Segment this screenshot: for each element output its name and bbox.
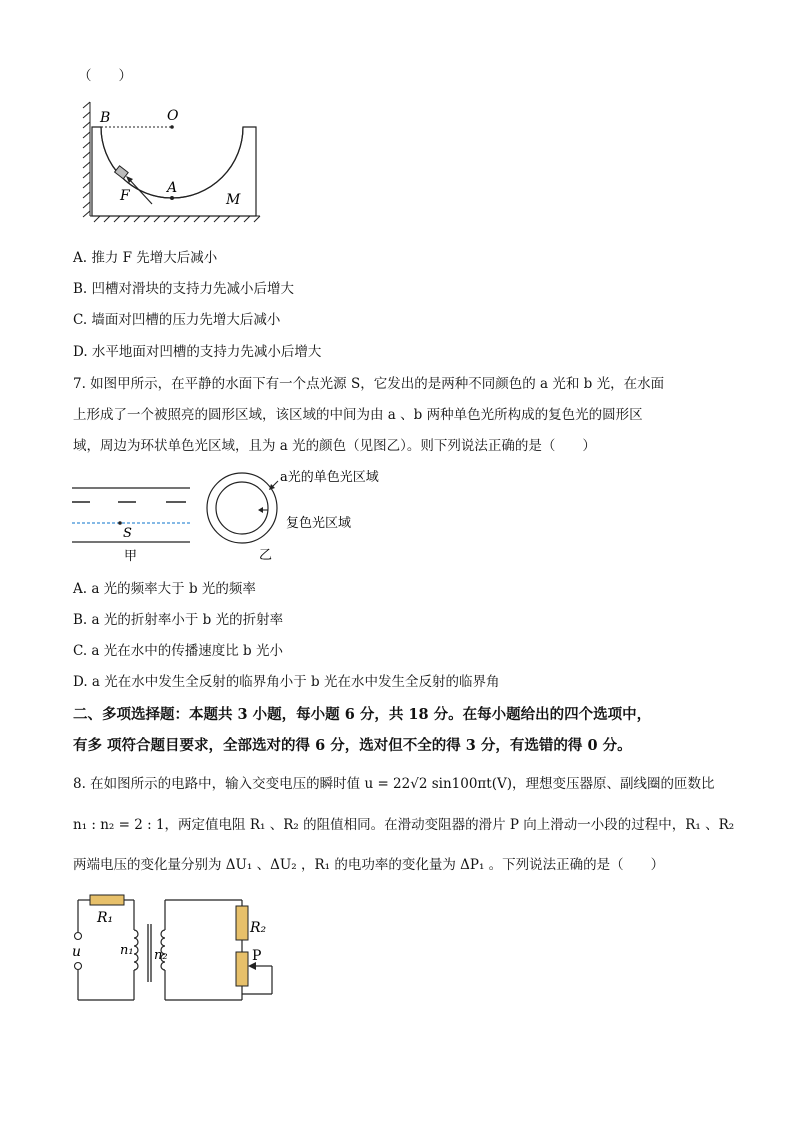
label-jia: 甲 (124, 549, 138, 564)
light-source-s (118, 521, 122, 525)
label-b: B (100, 110, 111, 126)
q7-stem-line-3: 域，周边为环状单色光区域，且为 a 光的颜色（见图乙）。则下列说法正确的是（ ） (73, 438, 596, 454)
primary-coil (134, 930, 138, 970)
q6-option-d: D. 水平地面对凹槽的支持力先减小后增大 (73, 344, 322, 360)
point-a (170, 196, 174, 200)
q7-stem-line-1: 7. 如图甲所示，在平静的水面下有一个点光源 S，它发出的是两种不同颜色的 a 光和 b 光，在水面 (73, 376, 665, 392)
section2-heading-line-2: 有多 项符合题目要求，全部选对的得 6 分，选对但不全的得 3 分，有选错的得 0 分。 (73, 737, 632, 754)
resistor-r2 (236, 906, 248, 940)
slider-block (115, 166, 129, 179)
label-yi: 乙 (259, 548, 273, 563)
q8-circuit-figure (70, 890, 310, 1005)
label-u: u (72, 944, 82, 960)
input-terminal-top (75, 933, 82, 940)
q6-option-c: C. 墙面对凹槽的压力先增大后减小 (73, 312, 281, 328)
label-r2: R₂ (250, 920, 267, 936)
q8-stem-line-3: 两端电压的变化量分别为 ΔU₁ 、ΔU₂ ，R₁ 的电功率的变化量为 ΔP₁ 。下列说法正确的是（ ） (73, 857, 665, 873)
q8-stem-line-1: 8. 在如图所示的电路中，输入交变电压的瞬时值 u = 22√2 sin100πt(V)，理想变压器原、副线圈的匝数比 (73, 776, 715, 792)
q7-stem-line-2: 上形成了一个被照亮的圆形区域，该区域的中间为由 a 、b 两种单色光所构成的复色光的圆形区 (73, 407, 643, 423)
q6-option-b: B. 凹槽对滑块的支持力先减小后增大 (73, 281, 295, 297)
q7-option-d: D. a 光在水中发生全反射的临界角小于 b 光在水中发生全反射的临界角 (73, 674, 500, 690)
label-s: S (123, 526, 132, 541)
ground-hatching (90, 216, 260, 222)
label-a: A (167, 180, 178, 196)
force-f-arrow (128, 178, 152, 204)
label-n2: n₂ (154, 948, 168, 963)
q6-figure (80, 100, 270, 225)
input-terminal-bottom (75, 963, 82, 970)
center-point-o (170, 125, 174, 129)
outer-circle (207, 473, 277, 543)
label-m: M (226, 192, 241, 208)
section2-heading-line-1: 二、多项选择题：本题共 3 小题，每小题 6 分，共 18 分。在每小题给出的四个选项中， (73, 706, 652, 723)
label-p: P (252, 948, 262, 964)
q8-stem-line-2: n₁ : n₂ = 2 : 1，两定值电阻 R₁ 、R₂ 的阻值相同。在滑动变阻器的滑片 P 向上滑动一小段的过程中，R₁ 、R₂ (73, 817, 735, 833)
rheostat (236, 952, 248, 986)
q7-option-c: C. a 光在水中的传播速度比 b 光小 (73, 643, 283, 659)
q7-option-a: A. a 光的频率大于 b 光的频率 (73, 581, 256, 597)
label-f: F (120, 188, 130, 204)
q7-figure (70, 465, 410, 565)
wall-hatching (83, 102, 90, 217)
label-o: O (167, 108, 179, 124)
q7-option-b: B. a 光的折射率小于 b 光的折射率 (73, 612, 284, 628)
inner-circle (216, 482, 268, 534)
label-compound-region: 复色光区域 (286, 516, 352, 531)
label-mono-region: a光的单色光区域 (280, 470, 379, 485)
label-r1: R₁ (97, 910, 114, 926)
answer-paren: （ ） (78, 68, 132, 84)
label-n1: n₁ (120, 943, 134, 958)
resistor-r1 (90, 895, 124, 905)
q6-option-a: A. 推力 F 先增大后减小 (73, 250, 218, 266)
